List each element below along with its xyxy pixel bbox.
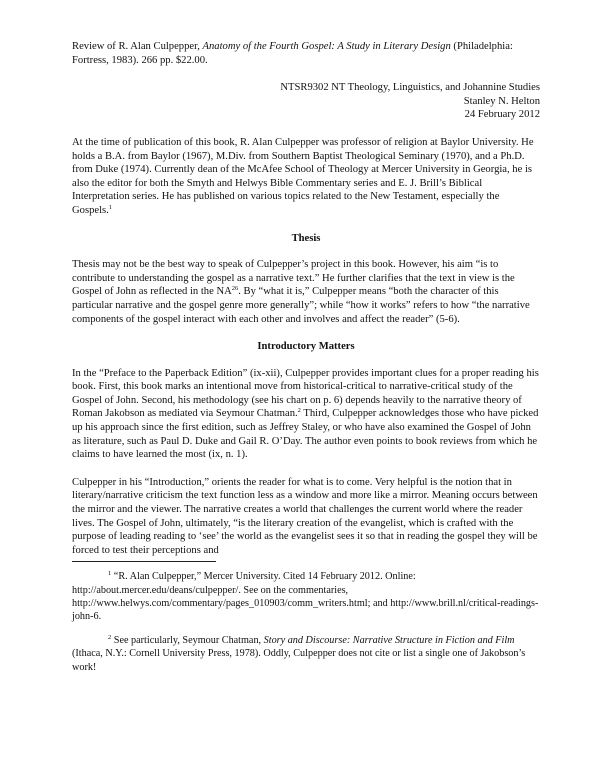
author-name: Stanley N. Helton <box>463 95 540 107</box>
footnote-2-text-a: See particularly, Seymour Chatman, <box>111 635 264 647</box>
author-block <box>72 81 540 122</box>
na-edition-superscript: 26 <box>231 285 239 293</box>
footnote-ref-2[interactable]: 2 <box>297 407 301 415</box>
intro-text: At the time of publication of this book, R. Alan Culpepper was professor of religion at Baylor University. He holds a B.A. from Baylor (1967), M.Div. from Southern Baptist Theological Seminary (1970), and a Ph.D. from Duke (1974). Currently dean of the McAfee School of Theology at Mercer University in Georgia, he is also the editor for both the Smyth and Helwys Bible Commentary series and E. J. Brill’s Biblical Interpretation series. He has published on various topics related to the New Testament, especially the Gospels. <box>72 136 534 216</box>
document-date: 24 February 2012 <box>464 109 540 121</box>
footnote-1 <box>72 570 540 623</box>
document-page <box>72 40 540 685</box>
review-prefix: Review of R. Alan Culpepper, <box>72 41 203 52</box>
footnote-1-text: “R. Alan Culpepper,” Mercer University. Cited 14 February 2012. Online: http://about.mercer.edu/deans/culpepper/. See on the commentaries, http://www.helwys.com/commentary/pages_010903/comm_writers.html; and http://www.brill.nl/critical-readings-john-6. <box>72 571 539 623</box>
footnote-divider <box>72 561 216 562</box>
footnote-ref-1[interactable]: 1 <box>108 203 113 211</box>
introductory-matters-heading: Introductory Matters <box>257 341 355 353</box>
preface-text-b: Third, Culpepper acknowledges those who have picked up his approach since the first edition, such as Jeffrey Staley, or who have also examined the Gospel of John as literature, such as Paul D. Duke and Gail R. O’Day. The author even points to book reviews from which he claims to have learned the most (ix, n. 1). <box>72 408 539 461</box>
preface-paragraph <box>72 367 540 462</box>
thesis-paragraph <box>72 258 540 326</box>
footnote-2 <box>72 634 540 674</box>
thesis-text-a: Thesis may not be the best way to speak of Culpepper’s project in this book. However, his aim “is to contribute to understanding the gospel as a narrative text.” He further clarifies that the text in view is the Gospel of John as reflected in the NA <box>72 259 515 298</box>
footnote-2-text-b: (Ithaca, N.Y.: Cornell University Press, 1978). Oddly, Culpepper does not cite or list a single one of Jakobson’s work! <box>72 648 526 673</box>
review-suffix: (Philadelphia: Fortress, 1983). 266 pp. $22.00. <box>72 41 513 66</box>
footnote-2-book-title: Story and Discourse: Narrative Structure in Fiction and Film <box>263 635 515 647</box>
course-line: NTSR9302 NT Theology, Linguistics, and Johannine Studies <box>280 82 540 94</box>
introduction-paragraph: Culpepper in his “Introduction,” orients the reader for what is to come. Very helpful is the notion that in literary/narrative criticism the text function less as a window and more like a mirror. Meaning occurs between the mirror and the viewer. The narrative creates a world that challenges the current world where the reader lives. The Gospel of John, ultimately, “is the literary creation of the evangelist, which is crafted with the purpose of leading reading to ‘see’ the world as the evangelist sees it so that in reading the gospel they will be forced to test their perceptions and <box>72 476 538 556</box>
review-citation <box>72 40 540 67</box>
footnote-1-number: 1 <box>108 570 112 578</box>
book-title: Anatomy of the Fourth Gospel: A Study in Literary Design <box>202 41 451 52</box>
intro-paragraph <box>72 136 540 218</box>
thesis-heading: Thesis <box>291 232 321 244</box>
preface-text-a: In the “Preface to the Paperback Edition” (ix-xii), Culpepper provides important clues for a proper reading his book. First, this book marks an intentional move from historical-critical to narrative-critical study of the Gospel of John. Second, his methodology (see his chart on p. 6) depends heavily to the narrative theory of Roman Jakobson as mediated via Seymour Chatman. <box>72 367 539 420</box>
thesis-text-b: . By “what it is,” Culpepper means “both the character of this particular narrative and the gospel genre more generally”; while “how it works” refers to how “the narrative components of the gospel interact with each other and involves and affect the reader” (5-6). <box>72 286 530 325</box>
footnote-2-number: 2 <box>108 634 112 642</box>
